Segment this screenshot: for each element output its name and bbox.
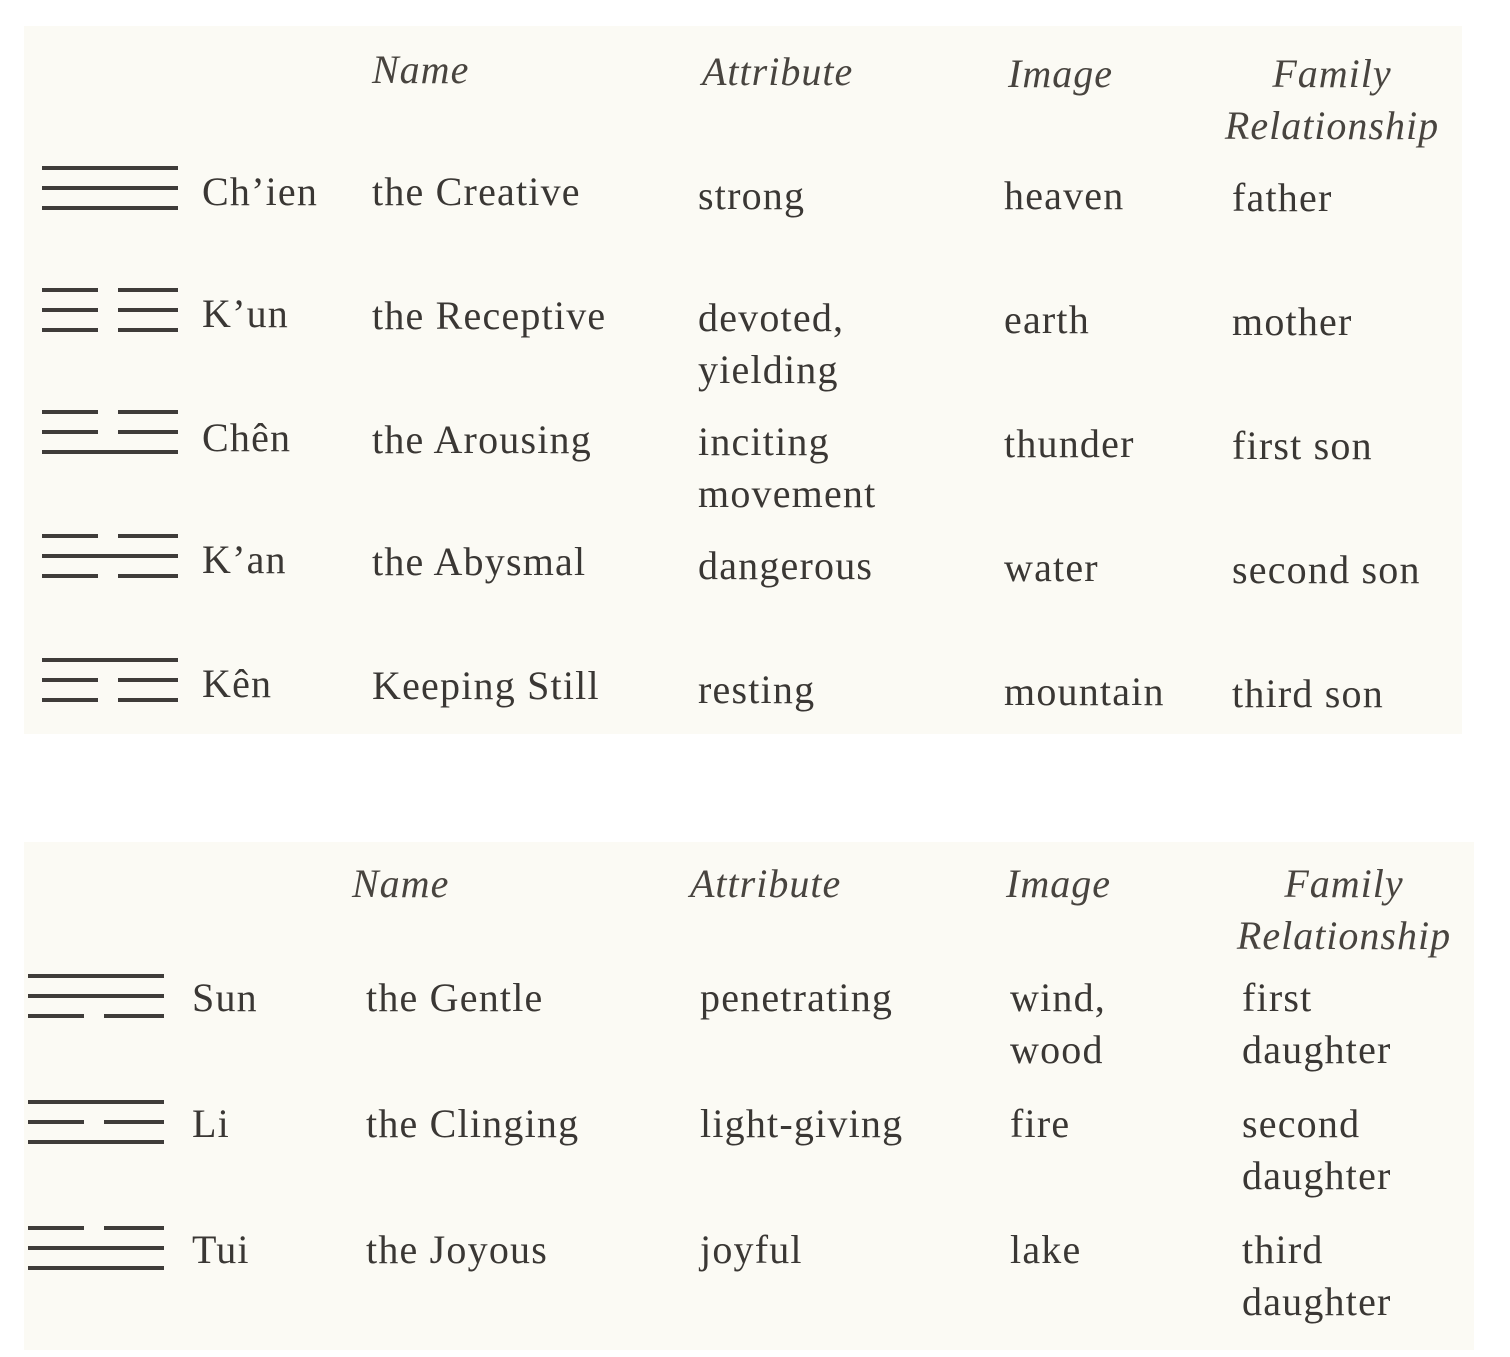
trigram-family: first daughter <box>1242 975 1392 1072</box>
header-family-relationship: Family Relationship <box>1224 51 1440 148</box>
trigram-name: K’un <box>202 291 290 336</box>
trigram-attribute: devoted, yielding <box>698 295 845 392</box>
trigram-family: first son <box>1232 423 1373 468</box>
broken-line <box>42 574 178 578</box>
trigram-title: the Abysmal <box>372 539 587 584</box>
trigram-image: heaven <box>1004 173 1125 218</box>
trigram-attribute: light-giving <box>700 1101 904 1146</box>
broken-line <box>42 288 178 292</box>
trigram-image: lake <box>1010 1227 1082 1272</box>
trigram-attribute: dangerous <box>698 543 874 588</box>
broken-line <box>42 430 178 434</box>
trigram-symbol <box>42 288 178 336</box>
trigram-family: father <box>1232 175 1333 220</box>
trigram-family: second daughter <box>1242 1101 1392 1198</box>
trigram-image: thunder <box>1004 421 1135 466</box>
broken-line <box>28 1120 164 1124</box>
broken-line <box>42 308 178 312</box>
trigram-attribute: joyful <box>700 1227 803 1272</box>
trigram-symbol <box>42 166 178 214</box>
trigram-title: the Receptive <box>372 293 607 338</box>
header-attribute: Attribute <box>702 49 854 94</box>
solid-line <box>42 206 178 210</box>
trigram-title: the Gentle <box>366 975 544 1020</box>
trigram-symbol <box>28 1226 164 1274</box>
broken-line <box>28 1226 164 1230</box>
trigram-attribute: inciting movement <box>698 419 877 516</box>
broken-line <box>28 1014 164 1018</box>
solid-line <box>28 974 164 978</box>
trigram-image: water <box>1004 545 1099 590</box>
solid-line <box>28 1100 164 1104</box>
solid-line <box>28 1266 164 1270</box>
trigram-title: the Clinging <box>366 1101 580 1146</box>
trigram-family: second son <box>1232 547 1421 592</box>
trigram-attribute: strong <box>698 173 806 218</box>
solid-line <box>28 1246 164 1250</box>
trigram-symbol <box>28 974 164 1022</box>
trigram-family: third daughter <box>1242 1227 1392 1324</box>
trigram-name: Ch’ien <box>202 169 319 214</box>
trigram-title: the Arousing <box>372 417 592 462</box>
trigram-image: fire <box>1010 1101 1071 1146</box>
trigram-title: Keeping Still <box>372 663 600 708</box>
broken-line <box>42 678 178 682</box>
header-attribute: Attribute <box>690 861 842 906</box>
solid-line <box>42 166 178 170</box>
trigram-name: Chên <box>202 415 292 460</box>
solid-line <box>42 450 178 454</box>
trigram-name: Tui <box>192 1227 250 1272</box>
broken-line <box>42 534 178 538</box>
solid-line <box>42 554 178 558</box>
trigram-name: Sun <box>192 975 258 1020</box>
header-image: Image <box>1006 861 1111 906</box>
broken-line <box>42 328 178 332</box>
header-image: Image <box>1008 51 1113 96</box>
header-family-relationship: Family Relationship <box>1236 861 1452 958</box>
trigram-family: third son <box>1232 671 1384 716</box>
header-name: Name <box>372 47 470 92</box>
solid-line <box>28 994 164 998</box>
trigram-attribute: penetrating <box>700 975 894 1020</box>
trigram-name: K’an <box>202 537 287 582</box>
trigram-title: the Creative <box>372 169 581 214</box>
trigram-symbol <box>42 534 178 582</box>
trigram-title: the Joyous <box>366 1227 548 1272</box>
broken-line <box>42 698 178 702</box>
solid-line <box>42 658 178 662</box>
header-name: Name <box>352 861 450 906</box>
trigram-symbol <box>28 1100 164 1148</box>
trigram-family: mother <box>1232 299 1353 344</box>
broken-line <box>42 410 178 414</box>
trigram-image: wind, wood <box>1010 975 1106 1072</box>
trigram-image: earth <box>1004 297 1090 342</box>
solid-line <box>28 1140 164 1144</box>
trigram-name: Li <box>192 1101 230 1146</box>
trigram-attribute: resting <box>698 667 816 712</box>
trigram-name: Kên <box>202 661 273 706</box>
trigram-symbol <box>42 410 178 458</box>
trigram-symbol <box>42 658 178 706</box>
trigram-image: mountain <box>1004 669 1165 714</box>
solid-line <box>42 186 178 190</box>
